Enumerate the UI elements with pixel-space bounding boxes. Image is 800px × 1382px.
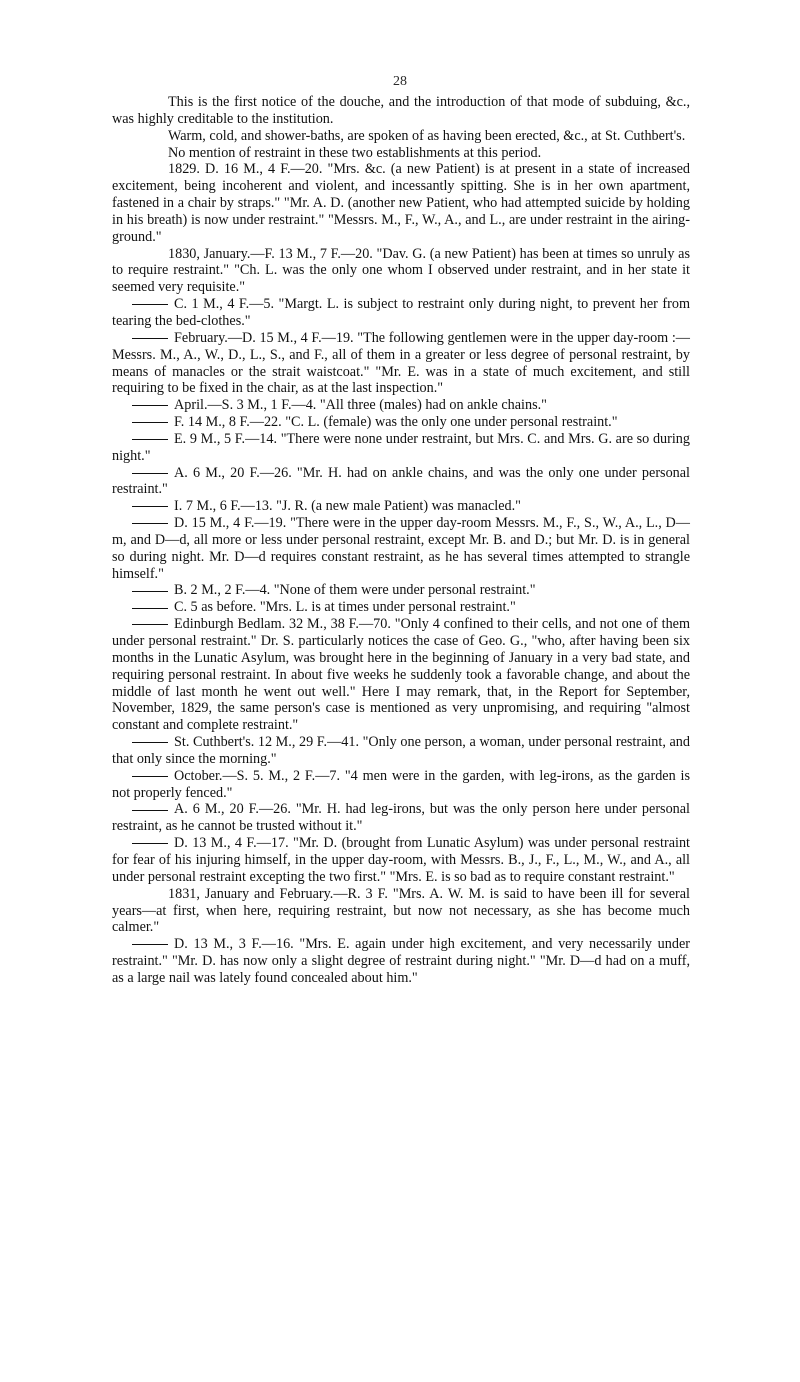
ditto-dash bbox=[132, 473, 168, 474]
paragraph-text: C. 1 M., 4 F.—5. "Margt. L. is subject to restraint only during night, to prevent her from tearing the bed-clothes." bbox=[112, 296, 690, 329]
paragraph-text: Edinburgh Bedlam. 32 M., 38 F.—70. "Only 4 confined to their cells, and not one of them under personal restraint." Dr. S. particularly notices the case of Geo. G., "who, after having been six months in the Lunatic Asylum, was brought here in the beginning of January in a very bad state, and requiring personal restraint. In about five weeks he suddenly took a favorable change, and about the middle of last month he went out well." Here I may remark, that, in the Report for September, November, 1829, the same person's case is mentioned as very unpromising, and requiring "almost constant and complete restraint." bbox=[112, 616, 690, 734]
ditto-dash bbox=[132, 742, 168, 743]
paragraph-text: April.—S. 3 M., 1 F.—4. "All three (males) had on ankle chains." bbox=[174, 397, 547, 414]
paragraph bbox=[112, 94, 690, 128]
paragraph-text: February.—D. 15 M., 4 F.—19. "The following gentlemen were in the upper day-room :—Messrs. M., A., W., D., L., S., and F., all of them in a greater or less degree of personal restraint, by means of manacles or the strait waistcoat." "Mr. E. was in a state of much excitement, and still requiring to be fixed in the chair, as at the last inspection." bbox=[112, 329, 690, 397]
ditto-dash bbox=[132, 810, 168, 811]
continuation-paragraph bbox=[112, 801, 690, 835]
continuation-paragraph bbox=[112, 498, 690, 515]
paragraph-text: This is the first notice of the douche, and the introduction of that mode of subduing, &c., was highly creditable to the institution. bbox=[112, 94, 690, 127]
paragraph bbox=[112, 246, 690, 297]
paragraph bbox=[112, 161, 690, 245]
paragraph-text: D. 13 M., 3 F.—16. "Mrs. E. again under high excitement, and very necessarily under restraint." "Mr. D. has now only a slight degree of restraint during night." "Mr. D—d had on a muff, as a large nail was lately found concealed about him." bbox=[112, 936, 690, 986]
paragraph-text: D. 13 M., 4 F.—17. "Mr. D. (brought from Lunatic Asylum) was under personal restraint for fear of his injuring himself, in the upper day-room, with Messrs. B., J., F., L., M., W., and A., all under personal restraint excepting the two first." "Mrs. E. is so bad as to require constant restraint." bbox=[112, 835, 690, 885]
ditto-dash bbox=[132, 776, 168, 777]
paragraph-text: F. 14 M., 8 F.—22. "C. L. (female) was the only one under personal restraint." bbox=[174, 414, 618, 431]
continuation-paragraph bbox=[112, 936, 690, 987]
ditto-dash bbox=[132, 944, 168, 945]
continuation-paragraph bbox=[112, 582, 690, 599]
paragraph-text: 1829. D. 16 M., 4 F.—20. "Mrs. &c. (a new Patient) is at present in a state of increased excitement, being incoherent and violent, and incessantly spitting. She is in her own apartment, fastened in a chair by straps." "Mr. A. D. (another new Patient, who had attempted suicide by holding in his breath) is now under restraint." "Messrs. M., F., W., A., and L., are under restraint in the airing-ground." bbox=[112, 161, 690, 245]
continuation-paragraph bbox=[112, 414, 690, 431]
ditto-dash bbox=[132, 405, 168, 406]
ditto-dash bbox=[132, 304, 168, 305]
paragraph-text: I. 7 M., 6 F.—13. "J. R. (a new male Patient) was manacled." bbox=[174, 498, 521, 515]
paragraph-text: B. 2 M., 2 F.—4. "None of them were under personal restraint." bbox=[174, 582, 536, 599]
continuation-paragraph bbox=[112, 835, 690, 886]
paragraph-text: No mention of restraint in these two establishments at this period. bbox=[168, 144, 542, 161]
ditto-dash bbox=[132, 624, 168, 625]
continuation-paragraph bbox=[112, 330, 690, 397]
continuation-paragraph bbox=[112, 397, 690, 414]
paragraph-text: 1831, January and February.—R. 3 F. "Mrs. A. W. M. is said to have been ill for several years—at first, when here, requiring restraint, but now not necessary, as she has become much calmer." bbox=[112, 885, 690, 936]
continuation-paragraph bbox=[112, 515, 690, 582]
paragraph-text: E. 9 M., 5 F.—14. "There were none under restraint, but Mrs. C. and Mrs. G. are so during night." bbox=[112, 430, 690, 464]
paragraph-text: October.—S. 5. M., 2 F.—7. "4 men were in the garden, with leg-irons, as the garden is not properly fenced." bbox=[112, 767, 690, 801]
page-body bbox=[112, 94, 690, 987]
continuation-paragraph bbox=[112, 768, 690, 802]
ditto-dash bbox=[132, 422, 168, 423]
ditto-dash bbox=[132, 439, 168, 440]
ditto-dash bbox=[132, 523, 168, 524]
ditto-dash bbox=[132, 608, 168, 609]
paragraph-text: St. Cuthbert's. 12 M., 29 F.—41. "Only one person, a woman, under personal restraint, and that only since the morning." bbox=[112, 734, 690, 767]
continuation-paragraph bbox=[112, 465, 690, 499]
continuation-paragraph bbox=[112, 296, 690, 330]
ditto-dash bbox=[132, 338, 168, 339]
continuation-paragraph bbox=[112, 599, 690, 616]
paragraph-text: D. 15 M., 4 F.—19. "There were in the upper day-room Messrs. M., F., S., W., A., L., D—m, and D—d, all more or less under personal restraint, except Mr. B. and D.; but Mr. D. is in general so during night. Mr. D—d requires constant restraint, as he has several times attempted to strangle himself." bbox=[112, 515, 690, 582]
paragraph bbox=[112, 128, 690, 145]
paragraph bbox=[112, 145, 690, 162]
ditto-dash bbox=[132, 506, 168, 507]
continuation-paragraph bbox=[112, 616, 690, 734]
continuation-paragraph bbox=[112, 734, 690, 768]
ditto-dash bbox=[132, 591, 168, 592]
paragraph-text: A. 6 M., 20 F.—26. "Mr. H. had on ankle chains, and was the only one under personal restraint." bbox=[112, 464, 690, 498]
paragraph-text: C. 5 as before. "Mrs. L. is at times under personal restraint." bbox=[174, 599, 516, 616]
paragraph-text: 1830, January.—F. 13 M., 7 F.—20. "Dav. G. (a new Patient) has been at times so unruly as to require restraint." "Ch. L. was the only one whom I observed under restraint, and in her state it seemed very requisite." bbox=[112, 245, 690, 296]
page-number: 28 bbox=[393, 74, 407, 89]
paragraph-text: Warm, cold, and shower-baths, are spoken of as having been erected, &c., at St. Cuthbert's. bbox=[168, 127, 686, 144]
paragraph bbox=[112, 886, 690, 937]
paragraph-text: A. 6 M., 20 F.—26. "Mr. H. had leg-irons, but was the only person here under personal restraint, as he cannot be trusted without it." bbox=[112, 801, 690, 835]
ditto-dash bbox=[132, 843, 168, 844]
continuation-paragraph bbox=[112, 431, 690, 465]
